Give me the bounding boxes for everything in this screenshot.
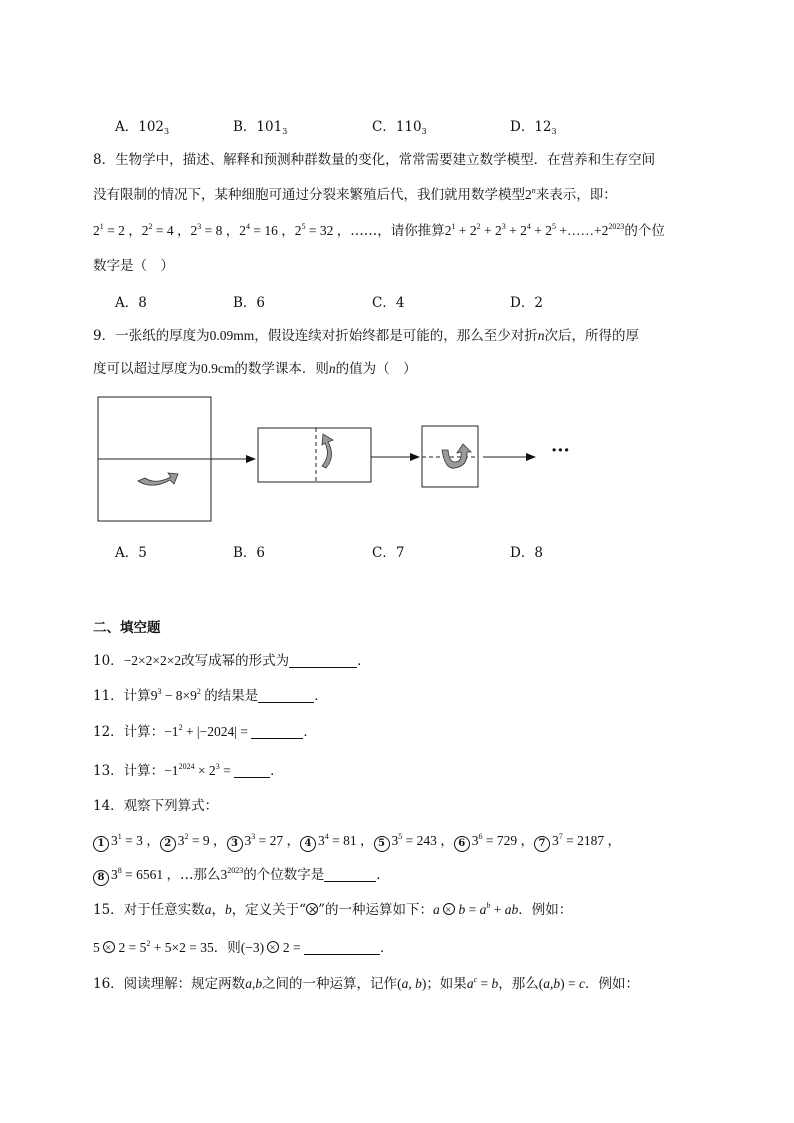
q7-option-b: B．$101_3$ bbox=[233, 119, 288, 136]
q9-option-a: A．5 bbox=[115, 545, 147, 561]
paper-folding-figure bbox=[90, 390, 590, 530]
q8-option-b: B．6 bbox=[233, 295, 266, 311]
q10: 10．−2×2×2×2改写成幂的形式为 ． bbox=[93, 653, 371, 669]
q8-line1: 8．生物学中，描述、解释和预测种群数量的变化，常常需要建立数学模型．在营养和生存空间 bbox=[93, 152, 656, 168]
q7-option-d: D．$12_3$ bbox=[510, 119, 557, 136]
q14-line3: 8 $3^8 = 6561$ ，…那么$3^{2023}$的个位数字是 ． bbox=[93, 865, 713, 886]
folded-once-paper bbox=[258, 428, 371, 482]
q11: 11．计算$9^3 - 8\times 9^2$ 的结果是 ． bbox=[93, 687, 328, 704]
q8-line4: 数字是（ ） bbox=[93, 258, 174, 274]
q9-option-b: B．6 bbox=[233, 545, 266, 561]
q15-line2: $5 \times 2 = 5^2 + 5\times 2 = 35$．则(−3) × 2 = ． bbox=[93, 938, 713, 958]
q9-line1: 9．一张纸的厚度为0.09mm，假设连续对折始终都是可能的，那么至少对折n次后，所得的厚 bbox=[93, 328, 639, 344]
q9-line2: 度可以超过厚度为0.9cm的数学课本．则n的值为（ ） bbox=[93, 361, 417, 377]
q9-option-c: C．7 bbox=[372, 545, 405, 561]
q14-title: 14．观察下列算式： bbox=[93, 798, 219, 814]
q8-option-a: A．8 bbox=[115, 295, 147, 311]
q7-option-c: C．$110_3$ bbox=[372, 119, 427, 136]
q7-option-a: A．$102_3$ bbox=[115, 119, 170, 136]
q8-option-c: C．4 bbox=[372, 295, 405, 311]
continuation-dots: ··· bbox=[551, 440, 570, 461]
q9-option-d: D．8 bbox=[510, 545, 543, 561]
q14-line2: 1 $3^1 = 3$ ， 2 $3^2 = 9$ ， 3 $3^3 = 27$ ， 4 $3^4 = 81$ ， 5 $3^5 = 243$ ， 6 $3^6 = 729$ ， 7 $3^7 = 2187$ ， bbox=[93, 831, 713, 852]
q13: 13．计算：$-1^{2024} \times 2^3$ = ． bbox=[93, 762, 284, 779]
q8-line3: $2^1 = 2$ ，$2^2 = 4$ ，$2^3 = 8$ ，$2^4 = 16$ ，$2^5 = 32$ ，……，请你推算$2^1 + 2^2 + 2^3 + 2^4 + 2^5$ $+\dots\dots+2^{2023}$的个位 bbox=[93, 222, 665, 239]
q8-option-d: D．2 bbox=[510, 295, 543, 311]
q8-line2: 没有限制的情况下，某种细胞可通过分裂来繁殖后代，我们就用数学模型2$^n$来表示，即： bbox=[93, 186, 617, 203]
q12: 12．计算：$-1^2 + |-2024|$ = ． bbox=[93, 723, 317, 740]
q16-line1: 16．阅读理解：规定两数a,b之间的一种运算，记作(a, b)；如果$a^c = b$，那么(a,b) = c．例如： bbox=[93, 975, 639, 992]
section-title-fill-blank: 二、填空题 bbox=[93, 620, 161, 636]
q15-line1: 15．对于任意实数a，b，定义关于“× ”的一种运算如下：$a \times b = a^b$ + ab．例如： bbox=[93, 900, 713, 920]
